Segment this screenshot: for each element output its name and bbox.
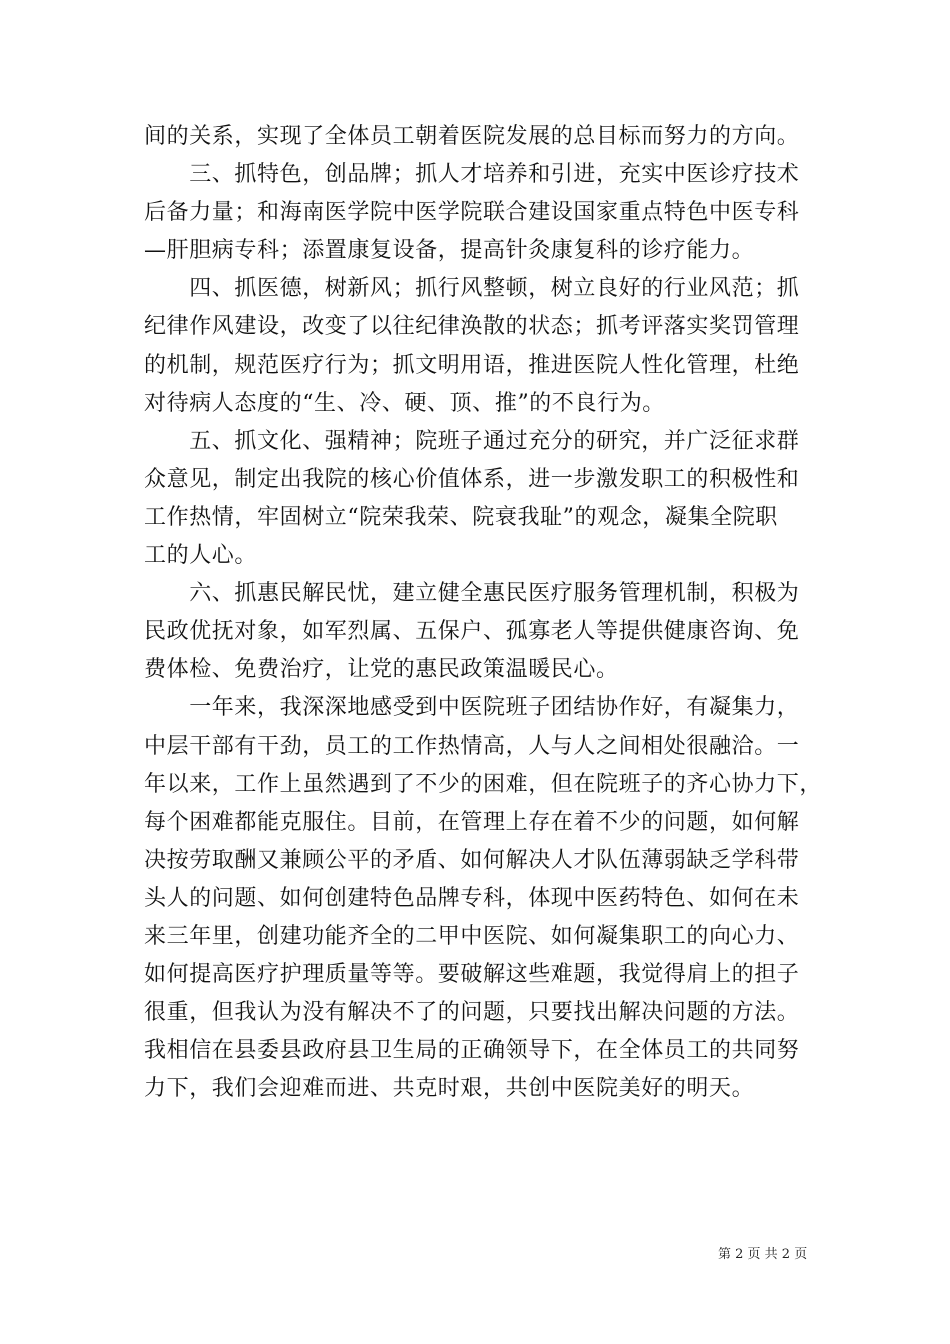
text-line: 我相信在县委县政府县卫生局的正确领导下，在全体员工的共同努 bbox=[144, 1038, 800, 1064]
text-line: 工作热情，牢固树立“院荣我荣、院衰我耻”的观念，凝集全院职 bbox=[144, 504, 778, 530]
text-line: 纪律作风建设，改变了以往纪律涣散的状态；抓考评落实奖罚管理 bbox=[144, 314, 800, 340]
text-line: 年以来，工作上虽然遇到了不少的困难，但在院班子的齐心协力下， bbox=[144, 771, 823, 797]
text-line: 民政优抚对象，如军烈属、五保户、孤寡老人等提供健康咨询、免 bbox=[144, 619, 800, 645]
text-line: 间的关系，实现了全体员工朝着医院发展的总目标而努力的方向。 bbox=[144, 124, 800, 149]
text-line: 决按劳取酬又兼顾公平的矛盾、如何解决人才队伍薄弱缺乏学科带 bbox=[144, 847, 800, 873]
text-line: 一年来，我深深地感受到中医院班子团结协作好，有凝集力， bbox=[144, 695, 800, 721]
text-line: 每个困难都能克服住。目前，在管理上存在着不少的问题，如何解 bbox=[144, 809, 800, 835]
text-line: 对待病人态度的“生、冷、硬、顶、推”的不良行为。 bbox=[144, 390, 665, 416]
text-line: 费体检、免费治疗，让党的惠民政策温暖民心。 bbox=[144, 657, 619, 683]
text-line: 四、抓医德，树新风；抓行风整顿，树立良好的行业风范；抓 bbox=[144, 276, 800, 302]
text-line: 众意见，制定出我院的核心价值体系，进一步激发职工的积极性和 bbox=[144, 466, 800, 492]
text-line: 来三年里，创建功能齐全的二甲中医院、如何凝集职工的向心力、 bbox=[144, 923, 800, 949]
text-line: 如何提高医疗护理质量等等。要破解这些难题，我觉得肩上的担子 bbox=[144, 962, 800, 988]
body-text bbox=[144, 118, 824, 1108]
text-line: 很重，但我认为没有解决不了的问题，只要找出解决问题的方法。 bbox=[144, 1000, 800, 1026]
text-line: —肝胆病专科；添置康复设备，提高针灸康复科的诊疗能力。 bbox=[144, 238, 755, 264]
text-line: 后备力量；和海南医学院中医学院联合建设国家重点特色中医专科 bbox=[144, 200, 800, 226]
text-line: 六、抓惠民解民忧，建立健全惠民医疗服务管理机制，积极为 bbox=[144, 581, 800, 607]
text-line: 三、抓特色，创品牌；抓人才培养和引进，充实中医诊疗技术 bbox=[144, 162, 800, 188]
text-line: 力下，我们会迎难而进、共克时艰，共创中医院美好的明天。 bbox=[144, 1076, 755, 1102]
text-line: 工的人心。 bbox=[144, 543, 258, 569]
text-line: 五、抓文化、强精神；院班子通过充分的研究，并广泛征求群 bbox=[144, 428, 800, 454]
text-line: 中层干部有干劲，员工的工作热情高，人与人之间相处很融洽。一 bbox=[144, 733, 800, 759]
text-line: 的机制，规范医疗行为；抓文明用语，推进医院人性化管理，杜绝 bbox=[144, 352, 800, 378]
text-line: 头人的问题、如何创建特色品牌专科，体现中医药特色、如何在未 bbox=[144, 885, 800, 911]
page-number-footer: 第 2 页 共 2 页 bbox=[718, 1247, 808, 1262]
